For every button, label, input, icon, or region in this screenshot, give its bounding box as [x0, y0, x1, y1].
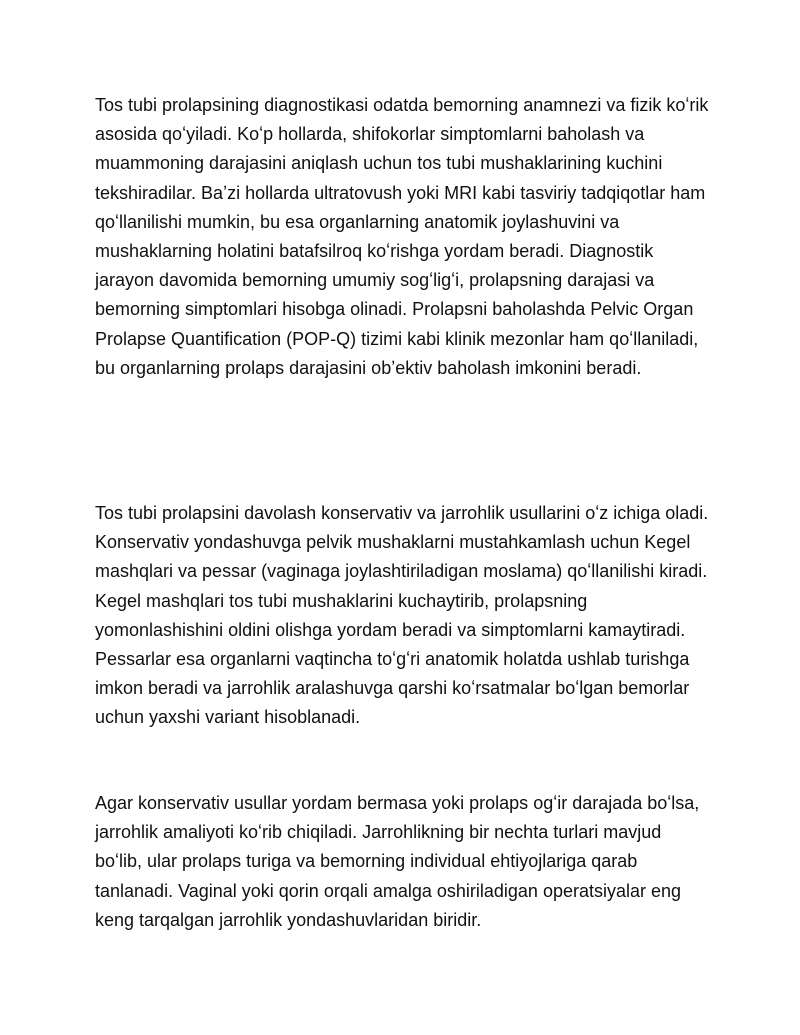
paragraph-diagnostics: Tos tubi prolapsining diagnostikasi odatda bemorning anamnezi va fizik koʻrik asosida qoʻyiladi. Koʻp hollarda, shifokorlar simptomlarni baholash va muammoning darajasini aniqlash uchun tos tubi mushaklarining kuchini tekshiradilar. Baʼzi hollarda ultratovush yoki MRI kabi tasviriy tadqiqotlar ham qoʻllanilishi mumkin, bu esa organlarning anatomik joylashuvini va mushaklarning holatini batafsilroq koʻrishga yordam beradi. Diagnostik jarayon davomida bemorning umumiy sogʻligʻi, prolapsning darajasi va bemorning simptomlari hisobga olinadi. Prolapsni baholashda Pelvic Organ Prolapse Quantification (POP-Q) tizimi kabi klinik mezonlar ham qoʻllaniladi, bu organlarning prolaps darajasini obʼektiv baholash imkonini beradi. [95, 95, 709, 378]
paragraph-treatment: Tos tubi prolapsini davolash konservativ va jarrohlik usullarini oʻz ichiga oladi. Konservativ yondashuvga pelvik mushaklarni mustahkamlash uchun Kegel mashqlari va pessar (vaginaga joylashtiriladigan moslama) qoʻllanilishi kiradi. Kegel mashqlari tos tubi mushaklarini kuchaytirib, prolapsning yomonlashishini oldini olishga yordam beradi va simptomlarni kamaytiradi. Pessarlar esa organlarni vaqtincha toʻgʻri anatomik holatda ushlab turishga imkon beradi va jarrohlik aralashuvga qarshi koʻrsatmalar boʻlgan bemorlar uchun yaxshi variant hisoblanadi. [95, 503, 709, 728]
paragraph-surgery: Agar konservativ usullar yordam bermasa yoki prolaps ogʻir darajada boʻlsa, jarrohlik amaliyoti koʻrib chiqiladi. Jarrohlikning bir nechta turlari mavjud boʻlib, ular prolaps turiga va bemorning individual ehtiyojlariga qarab tanlanadi. Vaginal yoki qorin orqali amalga oshiriladigan operatsiyalar eng keng tarqalgan jarrohlik yondashuvlaridan biridir. [95, 793, 700, 930]
